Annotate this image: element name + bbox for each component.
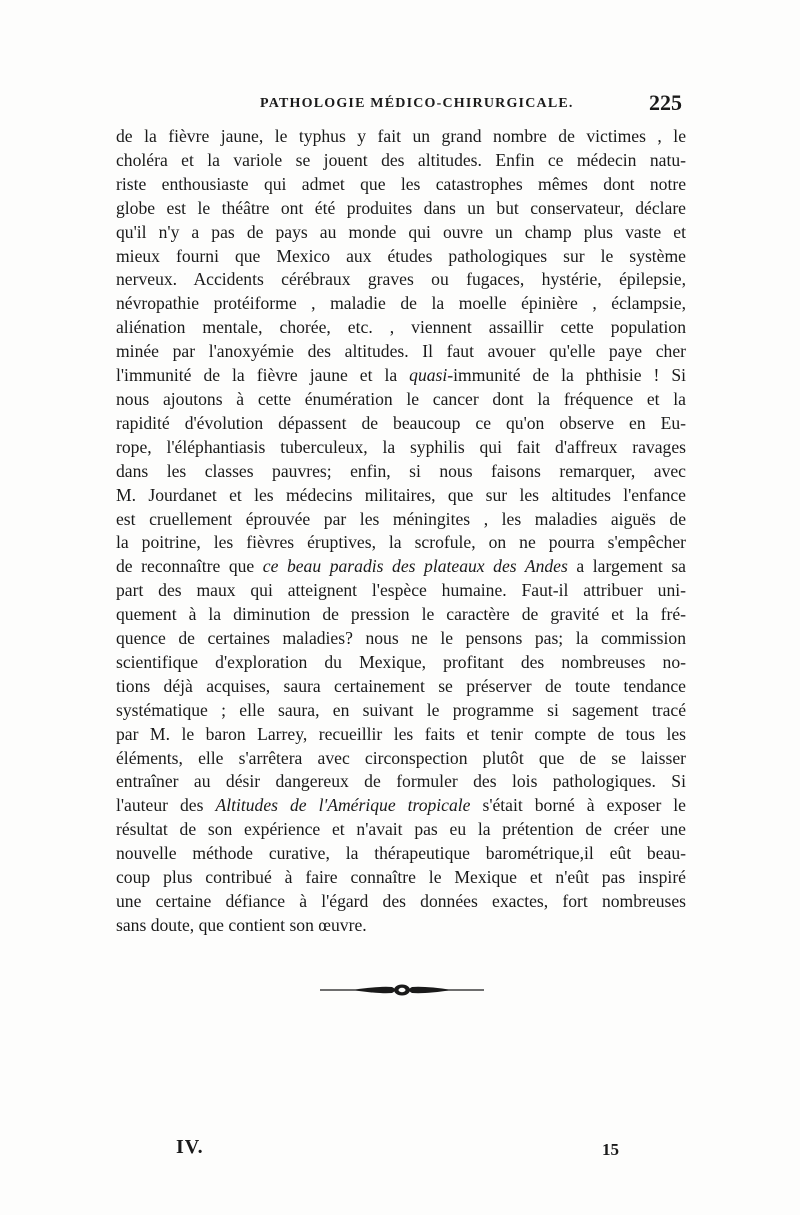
text-line: la poitrine, les fièvres éruptives, la scrofule, on ne pourra s'empêcher: [116, 532, 686, 553]
text-line: choléra et la variole se jouent des altitudes. Enfin ce médecin natu-: [116, 149, 686, 170]
text-line: tions déjà acquises, saura certainement se préserver de toute tendance: [116, 675, 686, 696]
italic-phrase: quasi: [409, 365, 448, 386]
text-line: par M. le baron Larrey, recueillir les faits et tenir compte de tous les: [116, 723, 686, 744]
text-line: systématique ; elle saura, en suivant le programme si sagement tracé: [116, 699, 686, 720]
text-line: éléments, elle s'arrêtera avec circonspection plutôt que de se laisser: [116, 747, 686, 768]
text-line: M. Jourdanet et les médecins militaires, que sur les altitudes l'enfance: [116, 484, 686, 505]
text-line: rapidité d'évolution dépassent de beaucoup ce qu'on observe en Eu-: [116, 412, 686, 433]
text-line: minée par l'anoxyémie des altitudes. Il faut avouer qu'elle paye cher: [116, 341, 686, 362]
text-line: résultat de son expérience et n'avait pas eu la prétention de créer une: [116, 819, 686, 840]
text-line: qu'il n'y a pas de pays au monde qui ouvre un champ plus vaste et: [116, 221, 686, 242]
text-line: dans les classes pauvres; enfin, si nous faisons remarquer, avec: [116, 460, 686, 481]
ornament-divider: [318, 982, 486, 998]
text-line: mieux fourni que Mexico aux études pathologiques sur le système: [116, 245, 686, 266]
sheet-number: 15: [602, 1140, 619, 1159]
text-line: scientifique d'exploration du Mexique, profitant des nombreuses no-: [116, 651, 686, 672]
text-line: quence de certaines maladies? nous ne le pensons pas; la commission: [116, 628, 686, 649]
signature-mark: IV.: [176, 1136, 204, 1158]
text-line: de la fièvre jaune, le typhus y fait un grand nombre de victimes , le: [116, 126, 686, 146]
text-line: de reconnaître que ce beau paradis des plateaux des Andes a largement sa: [116, 556, 686, 577]
text-line: aliénation mentale, chorée, etc. , viennent assaillir cette population: [116, 317, 686, 338]
text-line: l'auteur des Altitudes de l'Amérique tropicale s'était borné à exposer le: [116, 795, 686, 816]
text-line: quement à la diminution de pression le caractère de gravité et la fré-: [116, 604, 686, 625]
text-line: névropathie protéiforme , maladie de la moelle épinière , éclampsie,: [116, 293, 686, 314]
text-line: coup plus contribué à faire connaître le Mexique et n'eût pas inspiré: [116, 867, 686, 888]
text-line: riste enthousiaste qui admet que les catastrophes mêmes dont notre: [116, 173, 686, 194]
text-line: nouvelle méthode curative, la thérapeutique barométrique,il eût beau-: [116, 843, 686, 864]
text-line: est cruellement éprouvée par les méningites , les maladies aiguës de: [116, 508, 686, 529]
body-text: [116, 125, 686, 938]
running-head: [118, 92, 684, 120]
running-title: PATHOLOGIE MÉDICO-CHIRURGICALE.: [260, 96, 574, 111]
text-line: entraîner au désir dangereux de formuler des lois pathologiques. Si: [116, 771, 686, 792]
text-line: sans doute, que contient son œuvre.: [116, 914, 367, 935]
text-line: nerveux. Accidents cérébraux graves ou fugaces, hystérie, épilepsie,: [116, 269, 686, 290]
page-number: 225: [649, 90, 682, 115]
italic-phrase: ce beau paradis des plateaux des Andes: [262, 556, 568, 577]
text-line: globe est le théâtre ont été produites dans un but conservateur, déclare: [116, 197, 686, 218]
text-line: rope, l'éléphantiasis tuberculeux, la syphilis qui fait d'affreux ravages: [116, 436, 686, 457]
text-line: part des maux qui atteignent l'espèce humaine. Faut-il attribuer uni-: [116, 580, 686, 601]
text-line: une certaine défiance à l'égard des données exactes, fort nombreuses: [116, 891, 686, 911]
italic-phrase: Altitudes de l'Amérique tropicale: [215, 795, 471, 816]
text-line: l'immunité de la fièvre jaune et la quasi-immunité de la phthisie ! Si: [116, 365, 686, 386]
text-line: nous ajoutons à cette énumération le cancer dont la fréquence et la: [116, 388, 686, 409]
